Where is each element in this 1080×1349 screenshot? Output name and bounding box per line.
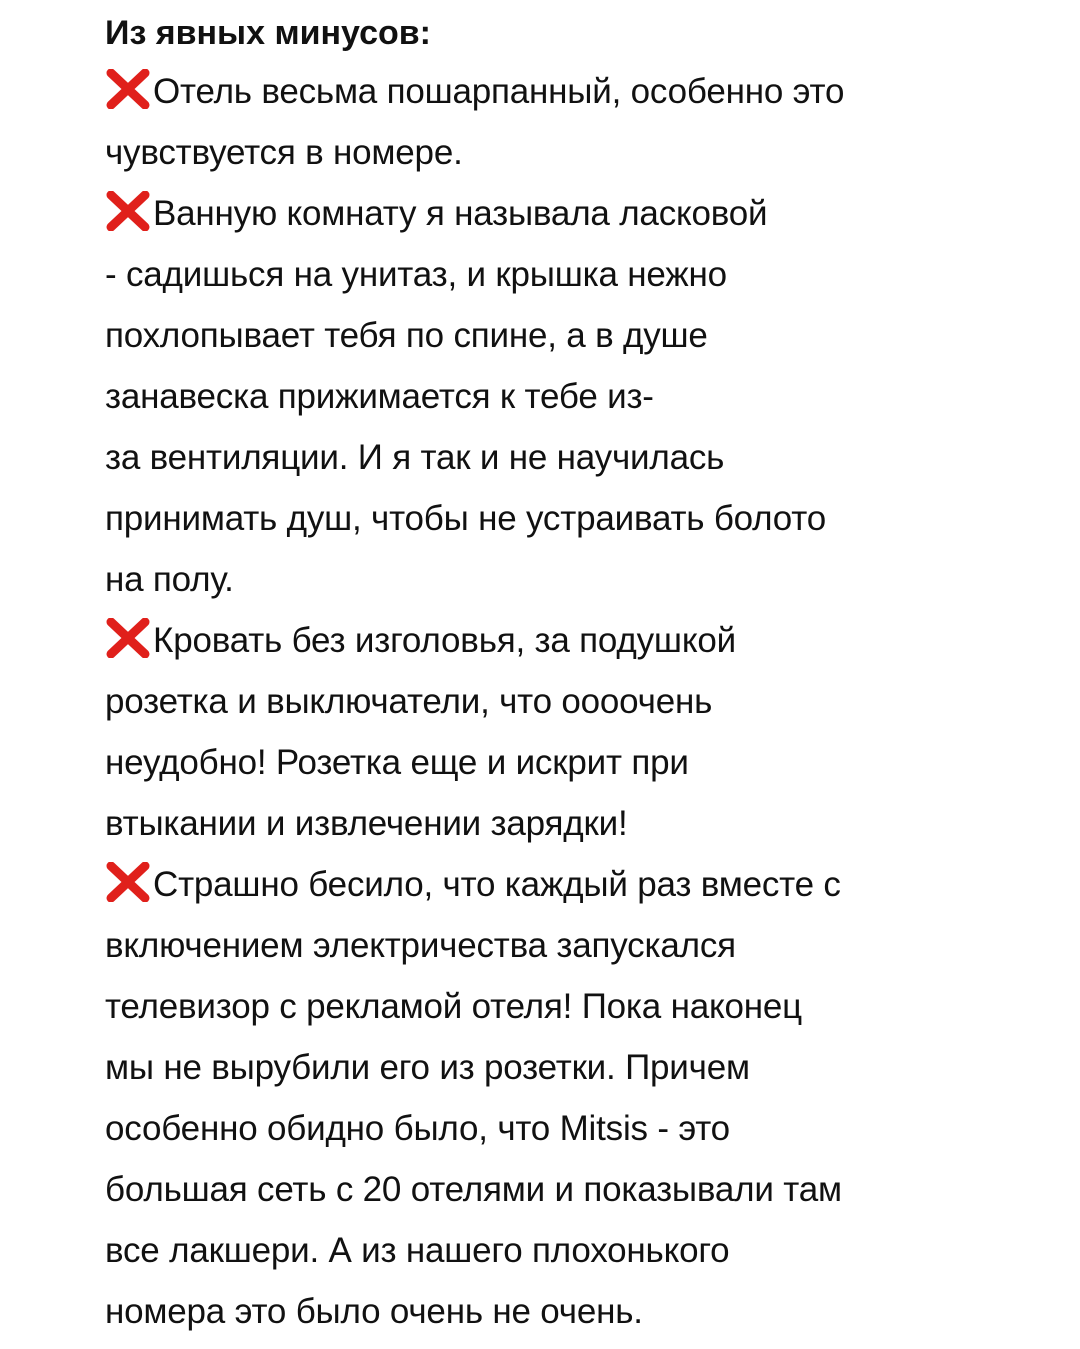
minus-item-4-line-7: все лакшери. А из нашего плохонького: [105, 1231, 730, 1270]
minus-item-2-line-5: за вентиляции. И я так и не научилась: [105, 438, 725, 477]
minus-item-2-line-3: похлопывает тебя по спине, а в душе: [105, 316, 708, 355]
minus-item-2-line-2: - садишься на унитаз, и крышка нежно: [105, 255, 727, 294]
cross-mark-icon: [105, 618, 151, 658]
minus-item-4-line-3: телевизор с рекламой отеля! Пока наконец: [105, 987, 802, 1026]
minus-item-2-line-6: принимать душ, чтобы не устраивать болото: [105, 499, 826, 538]
minus-item-2-line-1: Ванную комнату я называла ласковой: [153, 194, 768, 233]
text-line: [105, 69, 844, 115]
minus-item-3-line-3: неудобно! Розетка еще и искрит при: [105, 743, 689, 782]
cross-mark-icon: [105, 191, 151, 231]
minus-item-3-line-4: втыкании и извлечении зарядки!: [105, 804, 628, 843]
text-line: [105, 862, 841, 908]
minus-item-2-line-7: на полу.: [105, 560, 234, 599]
minus-item-4-line-6: большая сеть с 20 отелями и показывали там: [105, 1170, 842, 1209]
text-line: [105, 191, 767, 237]
minus-item-4-line-8: номера это было очень не очень.: [105, 1292, 643, 1331]
minus-item-3-line-1: Кровать без изголовья, за подушкой: [153, 621, 736, 660]
minus-item-4-line-2: включением электричества запускался: [105, 926, 736, 965]
minus-item-3-line-2: розетка и выключатели, что оооочень: [105, 682, 713, 721]
cross-mark-icon: [105, 862, 151, 902]
minus-item-2-line-4: занавеска прижимается к тебе из-: [105, 377, 654, 416]
minus-item-4-line-1: Страшно бесило, что каждый раз вместе с: [153, 865, 841, 904]
minus-item-1-line-1: Отель весьма пошарпанный, особенно это: [153, 72, 845, 111]
cross-mark-icon: [105, 69, 151, 109]
minus-item-4-line-4: мы не вырубили его из розетки. Причем: [105, 1048, 750, 1087]
text-line: [105, 618, 736, 664]
minus-item-4-line-5: особенно обидно было, что Mitsis - это: [105, 1109, 730, 1148]
minus-item-1-line-2: чувствуется в номере.: [105, 133, 463, 172]
section-heading: Из явных минусов:: [105, 14, 432, 52]
